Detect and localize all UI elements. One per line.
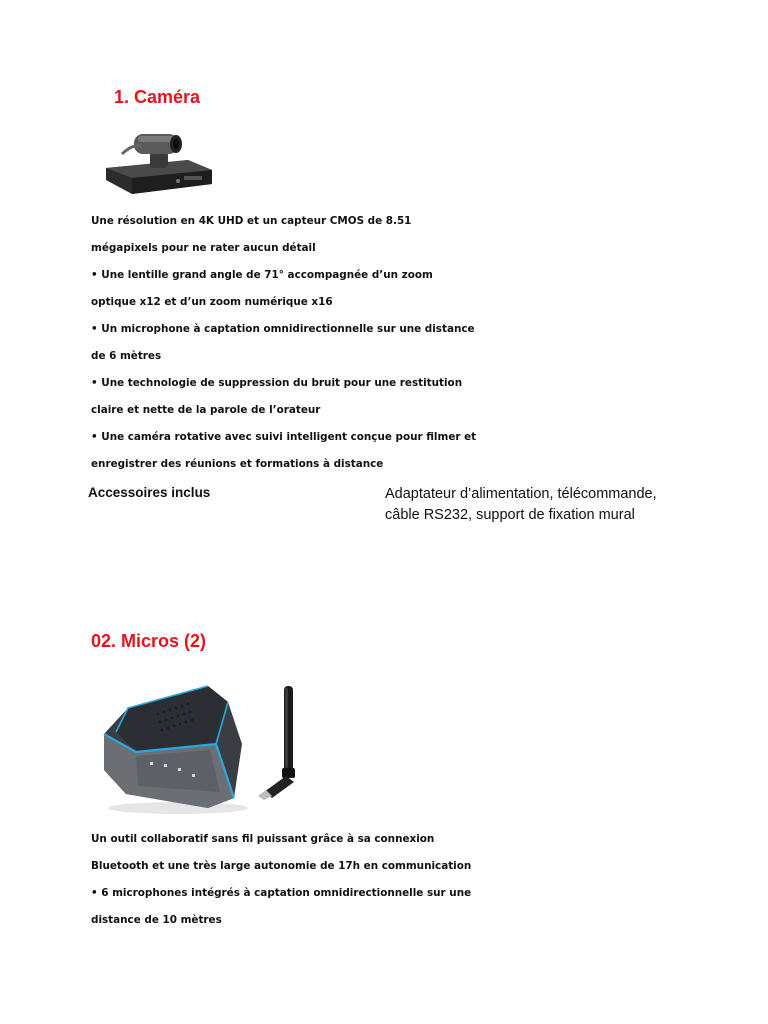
camera-spec-line: • Une lentille grand angle de 71° accompagnée d’un zoom: [91, 269, 433, 281]
camera-heading: 1. Caméra: [114, 87, 201, 107]
micros-spec-line: Un outil collaboratif sans fil puissant grâce à sa connexion: [91, 833, 435, 845]
micros-spec-line: Bluetooth et une très large autonomie de 17h en communication: [91, 860, 472, 872]
camera-spec-line: de 6 mètres: [91, 350, 162, 362]
micros-heading: 02. Micros (2): [91, 631, 207, 651]
micros-spec-line: • 6 microphones intégrés à captation omnidirectionnelle sur une: [91, 887, 472, 899]
camera-product-image: [92, 124, 228, 200]
usb-dongle-image: [258, 684, 306, 800]
camera-spec-line: mégapixels pour ne rater aucun détail: [91, 242, 316, 254]
micros-spec-line: distance de 10 mètres: [91, 914, 222, 926]
camera-spec-line: • Un microphone à captation omnidirectionnelle sur une distance: [91, 323, 475, 335]
camera-spec-line: optique x12 et d’un zoom numérique x16: [91, 296, 333, 308]
speakerphone-product-image: [98, 674, 248, 816]
accessories-value: Adaptateur d’alimentation, télécommande, câble RS232, support de fixation mural: [385, 486, 657, 523]
camera-spec-line: • Une technologie de suppression du bruit pour une restitution: [91, 377, 463, 389]
camera-spec-line: Une résolution en 4K UHD et un capteur CMOS de 8.51: [91, 215, 412, 227]
accessories-label: Accessoires inclus: [88, 485, 211, 500]
camera-spec-line: claire et nette de la parole de l’orateur: [91, 404, 321, 416]
camera-spec-line: • Une caméra rotative avec suivi intelligent conçue pour filmer et: [91, 431, 477, 443]
camera-spec-line: enregistrer des réunions et formations à distance: [91, 458, 384, 470]
